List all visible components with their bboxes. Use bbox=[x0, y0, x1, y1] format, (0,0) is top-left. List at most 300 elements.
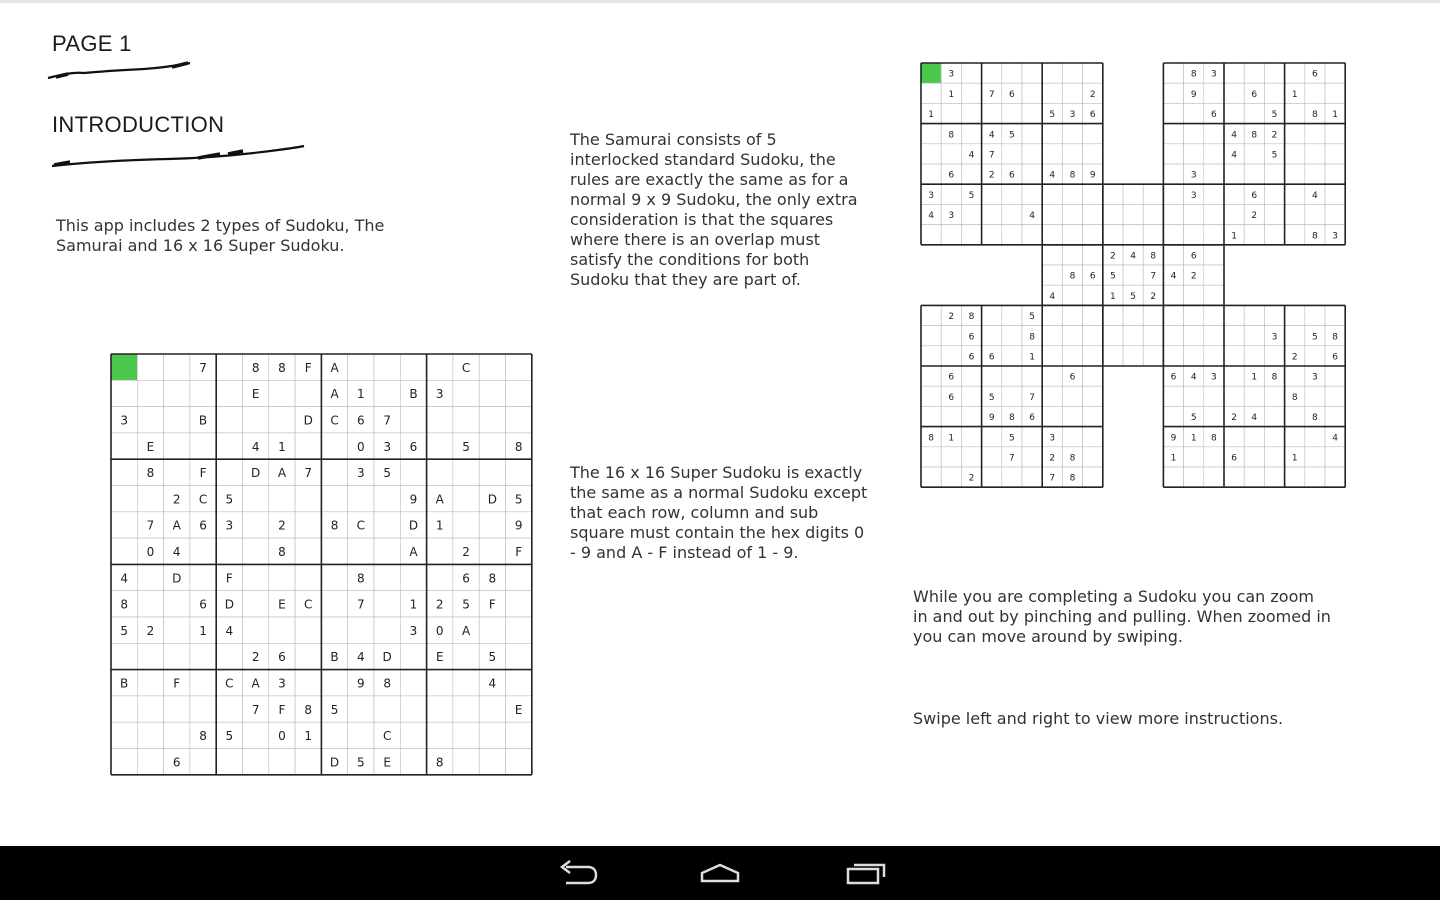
super-sudoku-cell[interactable] bbox=[506, 564, 532, 590]
super-sudoku-cell[interactable] bbox=[164, 696, 190, 722]
super-sudoku-cell[interactable] bbox=[164, 643, 190, 669]
super-sudoku-cell[interactable] bbox=[453, 407, 479, 433]
super-sudoku-cell[interactable] bbox=[164, 617, 190, 643]
samurai-bottom-left-cell[interactable] bbox=[1042, 366, 1062, 386]
super-sudoku-cell[interactable] bbox=[321, 722, 347, 748]
super-sudoku-cell[interactable] bbox=[348, 486, 374, 512]
super-sudoku-cell[interactable] bbox=[216, 459, 242, 485]
samurai-top-left-cell[interactable] bbox=[1083, 184, 1103, 204]
samurai-bottom-right-cell[interactable] bbox=[1285, 366, 1305, 386]
samurai-top-left-cell[interactable] bbox=[961, 164, 981, 184]
samurai-center-cell[interactable] bbox=[1123, 346, 1143, 366]
samurai-top-right-cell[interactable] bbox=[1184, 144, 1204, 164]
samurai-bottom-right-cell[interactable] bbox=[1325, 406, 1345, 426]
samurai-bottom-left-cell[interactable] bbox=[1083, 467, 1103, 487]
samurai-top-left-cell[interactable] bbox=[1042, 225, 1062, 245]
super-sudoku-cell[interactable] bbox=[400, 722, 426, 748]
super-sudoku-cell[interactable] bbox=[216, 380, 242, 406]
samurai-bottom-right-cell[interactable] bbox=[1325, 305, 1345, 325]
samurai-center-cell[interactable] bbox=[1184, 285, 1204, 305]
super-sudoku-cell[interactable] bbox=[479, 696, 505, 722]
samurai-bottom-right-cell[interactable] bbox=[1184, 447, 1204, 467]
super-sudoku-cell[interactable] bbox=[111, 512, 137, 538]
samurai-top-right-cell[interactable] bbox=[1325, 184, 1345, 204]
super-sudoku-cell[interactable] bbox=[374, 617, 400, 643]
samurai-center-cell[interactable] bbox=[1163, 285, 1183, 305]
samurai-bottom-right-cell[interactable] bbox=[1244, 467, 1264, 487]
super-sudoku-cell[interactable] bbox=[269, 749, 295, 775]
super-sudoku-cell[interactable] bbox=[216, 354, 242, 380]
samurai-center-cell[interactable] bbox=[1083, 285, 1103, 305]
samurai-bottom-right-cell[interactable] bbox=[1264, 346, 1284, 366]
samurai-bottom-left-cell[interactable] bbox=[1002, 386, 1022, 406]
samurai-top-right-cell[interactable] bbox=[1264, 164, 1284, 184]
samurai-bottom-left-cell[interactable] bbox=[1002, 467, 1022, 487]
samurai-bottom-right-cell[interactable] bbox=[1244, 326, 1264, 346]
super-sudoku-cell[interactable] bbox=[506, 749, 532, 775]
samurai-bottom-right-cell[interactable] bbox=[1305, 447, 1325, 467]
super-sudoku-cell[interactable] bbox=[453, 459, 479, 485]
samurai-top-left-cell[interactable] bbox=[921, 164, 941, 184]
super-sudoku-cell[interactable] bbox=[506, 407, 532, 433]
super-sudoku-cell[interactable] bbox=[506, 380, 532, 406]
samurai-bottom-right-cell[interactable] bbox=[1325, 447, 1345, 467]
samurai-bottom-right-cell[interactable] bbox=[1224, 427, 1244, 447]
super-sudoku-cell[interactable] bbox=[453, 643, 479, 669]
samurai-bottom-left-cell[interactable] bbox=[921, 326, 941, 346]
super-sudoku-cell[interactable] bbox=[479, 722, 505, 748]
super-sudoku-cell[interactable] bbox=[453, 670, 479, 696]
samurai-bottom-left-cell[interactable] bbox=[961, 406, 981, 426]
samurai-top-right-cell[interactable] bbox=[1163, 164, 1183, 184]
samurai-bottom-left-cell[interactable] bbox=[1042, 346, 1062, 366]
super-sudoku-cell[interactable] bbox=[400, 407, 426, 433]
super-sudoku-cell[interactable] bbox=[321, 538, 347, 564]
samurai-bottom-right-cell[interactable] bbox=[1163, 467, 1183, 487]
samurai-top-left-cell[interactable] bbox=[921, 63, 941, 83]
super-sudoku-cell[interactable] bbox=[243, 564, 269, 590]
super-sudoku-cell[interactable] bbox=[164, 459, 190, 485]
samurai-bottom-right-cell[interactable] bbox=[1163, 326, 1183, 346]
samurai-bottom-left-cell[interactable] bbox=[1022, 366, 1042, 386]
super-sudoku-cell[interactable] bbox=[427, 407, 453, 433]
super-sudoku-cell[interactable] bbox=[453, 749, 479, 775]
samurai-top-right-cell[interactable] bbox=[1163, 83, 1183, 103]
super-sudoku-cell[interactable] bbox=[111, 643, 137, 669]
samurai-top-right-cell[interactable] bbox=[1163, 124, 1183, 144]
samurai-bottom-left-cell[interactable] bbox=[1062, 305, 1082, 325]
super-sudoku-cell[interactable] bbox=[374, 591, 400, 617]
samurai-bottom-right-cell[interactable] bbox=[1184, 467, 1204, 487]
samurai-bottom-right-cell[interactable] bbox=[1285, 467, 1305, 487]
samurai-center-cell[interactable] bbox=[1103, 346, 1123, 366]
super-sudoku-cell[interactable] bbox=[111, 354, 137, 380]
samurai-bottom-right-cell[interactable] bbox=[1224, 467, 1244, 487]
samurai-bottom-left-cell[interactable] bbox=[961, 447, 981, 467]
samurai-bottom-left-cell[interactable] bbox=[1002, 326, 1022, 346]
samurai-bottom-left-cell[interactable] bbox=[941, 447, 961, 467]
samurai-bottom-left-cell[interactable] bbox=[1083, 406, 1103, 426]
super-sudoku-cell[interactable] bbox=[374, 486, 400, 512]
super-sudoku-cell[interactable] bbox=[243, 617, 269, 643]
samurai-center-cell[interactable] bbox=[1143, 184, 1163, 204]
samurai-top-right-cell[interactable] bbox=[1163, 144, 1183, 164]
samurai-top-left-cell[interactable] bbox=[941, 184, 961, 204]
samurai-bottom-left-cell[interactable] bbox=[982, 305, 1002, 325]
samurai-bottom-left-cell[interactable] bbox=[1083, 305, 1103, 325]
samurai-top-left-cell[interactable] bbox=[1002, 204, 1022, 224]
super-sudoku-cell[interactable] bbox=[295, 486, 321, 512]
samurai-top-left-cell[interactable] bbox=[921, 144, 941, 164]
samurai-bottom-right-cell[interactable] bbox=[1204, 326, 1224, 346]
super-sudoku-cell[interactable] bbox=[453, 722, 479, 748]
samurai-top-left-cell[interactable] bbox=[1022, 184, 1042, 204]
samurai-top-right-cell[interactable] bbox=[1325, 63, 1345, 83]
super-sudoku-cell[interactable] bbox=[374, 354, 400, 380]
samurai-top-left-cell[interactable] bbox=[921, 124, 941, 144]
samurai-top-left-cell[interactable] bbox=[1062, 184, 1082, 204]
samurai-top-right-cell[interactable] bbox=[1184, 124, 1204, 144]
samurai-top-left-cell[interactable] bbox=[1022, 144, 1042, 164]
super-sudoku-cell[interactable] bbox=[374, 512, 400, 538]
super-sudoku-cell[interactable] bbox=[453, 486, 479, 512]
super-sudoku-cell[interactable] bbox=[321, 459, 347, 485]
super-sudoku-cell[interactable] bbox=[111, 433, 137, 459]
samurai-bottom-left-cell[interactable] bbox=[1083, 447, 1103, 467]
samurai-bottom-right-cell[interactable] bbox=[1244, 427, 1264, 447]
samurai-top-left-cell[interactable] bbox=[961, 83, 981, 103]
samurai-top-left-cell[interactable] bbox=[1042, 63, 1062, 83]
samurai-bottom-left-cell[interactable] bbox=[921, 467, 941, 487]
super-sudoku-cell[interactable] bbox=[111, 486, 137, 512]
samurai-bottom-left-cell[interactable] bbox=[941, 467, 961, 487]
samurai-bottom-left-cell[interactable] bbox=[1083, 346, 1103, 366]
samurai-top-left-cell[interactable] bbox=[1062, 124, 1082, 144]
samurai-center-cell[interactable] bbox=[1042, 245, 1062, 265]
super-sudoku-cell[interactable] bbox=[216, 696, 242, 722]
samurai-top-left-cell[interactable] bbox=[1083, 124, 1103, 144]
samurai-bottom-right-cell[interactable] bbox=[1184, 346, 1204, 366]
samurai-center-cell[interactable] bbox=[1042, 265, 1062, 285]
samurai-top-right-cell[interactable] bbox=[1204, 225, 1224, 245]
samurai-bottom-left-cell[interactable] bbox=[982, 326, 1002, 346]
samurai-top-left-cell[interactable] bbox=[961, 204, 981, 224]
samurai-top-right-cell[interactable] bbox=[1325, 144, 1345, 164]
samurai-top-right-cell[interactable] bbox=[1264, 184, 1284, 204]
samurai-top-left-cell[interactable] bbox=[1062, 225, 1082, 245]
super-sudoku-cell[interactable] bbox=[190, 696, 216, 722]
super-sudoku-cell[interactable] bbox=[453, 512, 479, 538]
samurai-center-cell[interactable] bbox=[1062, 245, 1082, 265]
super-sudoku-cell[interactable] bbox=[479, 433, 505, 459]
super-sudoku-cell[interactable] bbox=[164, 433, 190, 459]
samurai-top-left-cell[interactable] bbox=[982, 225, 1002, 245]
super-sudoku-cell[interactable] bbox=[506, 643, 532, 669]
samurai-bottom-right-cell[interactable] bbox=[1244, 346, 1264, 366]
super-sudoku-cell[interactable] bbox=[400, 564, 426, 590]
samurai-top-left-cell[interactable] bbox=[982, 184, 1002, 204]
super-sudoku-cell[interactable] bbox=[269, 380, 295, 406]
samurai-bottom-left-cell[interactable] bbox=[1083, 386, 1103, 406]
super-sudoku-cell[interactable] bbox=[190, 749, 216, 775]
super-sudoku-cell[interactable] bbox=[164, 591, 190, 617]
samurai-top-left-cell[interactable] bbox=[1002, 63, 1022, 83]
samurai-bottom-right-cell[interactable] bbox=[1204, 346, 1224, 366]
samurai-top-left-cell[interactable] bbox=[921, 225, 941, 245]
samurai-top-right-cell[interactable] bbox=[1244, 63, 1264, 83]
super-sudoku-cell[interactable] bbox=[295, 380, 321, 406]
super-sudoku-cell[interactable] bbox=[321, 670, 347, 696]
samurai-top-left-cell[interactable] bbox=[1002, 103, 1022, 123]
super-sudoku-cell[interactable] bbox=[506, 459, 532, 485]
samurai-bottom-right-cell[interactable] bbox=[1184, 386, 1204, 406]
samurai-top-left-cell[interactable] bbox=[982, 204, 1002, 224]
samurai-bottom-left-cell[interactable] bbox=[921, 366, 941, 386]
super-sudoku-cell[interactable] bbox=[479, 538, 505, 564]
samurai-bottom-right-cell[interactable] bbox=[1285, 406, 1305, 426]
super-sudoku-cell[interactable] bbox=[164, 407, 190, 433]
samurai-top-right-cell[interactable] bbox=[1163, 184, 1183, 204]
super-sudoku-cell[interactable] bbox=[111, 538, 137, 564]
super-sudoku-cell[interactable] bbox=[479, 749, 505, 775]
samurai-bottom-left-cell[interactable] bbox=[921, 447, 941, 467]
super-sudoku-cell[interactable] bbox=[190, 380, 216, 406]
samurai-bottom-right-cell[interactable] bbox=[1163, 386, 1183, 406]
samurai-bottom-right-cell[interactable] bbox=[1305, 467, 1325, 487]
super-sudoku-cell[interactable] bbox=[190, 538, 216, 564]
samurai-top-right-cell[interactable] bbox=[1285, 124, 1305, 144]
samurai-bottom-left-cell[interactable] bbox=[1042, 326, 1062, 346]
samurai-top-left-cell[interactable] bbox=[1042, 204, 1062, 224]
samurai-bottom-left-cell[interactable] bbox=[1002, 346, 1022, 366]
samurai-top-left-cell[interactable] bbox=[1022, 83, 1042, 103]
samurai-bottom-right-cell[interactable] bbox=[1305, 427, 1325, 447]
samurai-top-right-cell[interactable] bbox=[1264, 83, 1284, 103]
super-sudoku-cell[interactable] bbox=[295, 433, 321, 459]
samurai-top-right-cell[interactable] bbox=[1163, 225, 1183, 245]
samurai-center-cell[interactable] bbox=[1083, 245, 1103, 265]
samurai-top-left-cell[interactable] bbox=[1022, 124, 1042, 144]
samurai-bottom-left-cell[interactable] bbox=[1022, 467, 1042, 487]
super-sudoku-cell[interactable] bbox=[321, 433, 347, 459]
super-sudoku-cell[interactable] bbox=[164, 380, 190, 406]
samurai-top-right-cell[interactable] bbox=[1325, 164, 1345, 184]
samurai-bottom-right-cell[interactable] bbox=[1264, 406, 1284, 426]
samurai-bottom-left-cell[interactable] bbox=[921, 386, 941, 406]
samurai-top-right-cell[interactable] bbox=[1264, 204, 1284, 224]
samurai-center-cell[interactable] bbox=[1123, 265, 1143, 285]
super-sudoku-cell[interactable] bbox=[243, 722, 269, 748]
samurai-bottom-left-cell[interactable] bbox=[1083, 326, 1103, 346]
samurai-bottom-right-cell[interactable] bbox=[1204, 406, 1224, 426]
samurai-bottom-right-cell[interactable] bbox=[1264, 305, 1284, 325]
samurai-top-right-cell[interactable] bbox=[1204, 124, 1224, 144]
samurai-center-cell[interactable] bbox=[1204, 245, 1224, 265]
samurai-top-left-cell[interactable] bbox=[1002, 225, 1022, 245]
samurai-bottom-right-cell[interactable] bbox=[1244, 386, 1264, 406]
samurai-center-cell[interactable] bbox=[1143, 326, 1163, 346]
samurai-bottom-right-cell[interactable] bbox=[1224, 386, 1244, 406]
samurai-top-right-cell[interactable] bbox=[1244, 225, 1264, 245]
super-sudoku-cell[interactable] bbox=[137, 591, 163, 617]
super-sudoku-cell[interactable] bbox=[269, 407, 295, 433]
samurai-top-right-cell[interactable] bbox=[1264, 225, 1284, 245]
samurai-top-left-cell[interactable] bbox=[961, 225, 981, 245]
samurai-center-cell[interactable] bbox=[1163, 245, 1183, 265]
super-sudoku-cell[interactable] bbox=[137, 486, 163, 512]
super-sudoku-cell[interactable] bbox=[479, 380, 505, 406]
samurai-center-cell[interactable] bbox=[1103, 225, 1123, 245]
samurai-center-cell[interactable] bbox=[1123, 204, 1143, 224]
super-sudoku-cell[interactable] bbox=[164, 354, 190, 380]
samurai-top-left-cell[interactable] bbox=[961, 103, 981, 123]
samurai-top-right-cell[interactable] bbox=[1305, 144, 1325, 164]
super-sudoku-cell[interactable] bbox=[269, 486, 295, 512]
samurai-center-cell[interactable] bbox=[1143, 225, 1163, 245]
super-sudoku-cell[interactable] bbox=[374, 538, 400, 564]
samurai-bottom-right-cell[interactable] bbox=[1163, 406, 1183, 426]
samurai-top-left-cell[interactable] bbox=[941, 144, 961, 164]
super-sudoku-cell[interactable] bbox=[111, 459, 137, 485]
samurai-center-cell[interactable] bbox=[1143, 204, 1163, 224]
samurai-top-right-cell[interactable] bbox=[1285, 103, 1305, 123]
samurai-bottom-left-cell[interactable] bbox=[1002, 305, 1022, 325]
super-sudoku-cell[interactable] bbox=[348, 722, 374, 748]
super-sudoku-cell[interactable] bbox=[243, 512, 269, 538]
samurai-top-right-cell[interactable] bbox=[1224, 164, 1244, 184]
super-sudoku-cell[interactable] bbox=[427, 433, 453, 459]
samurai-bottom-right-cell[interactable] bbox=[1325, 467, 1345, 487]
super-sudoku-cell[interactable] bbox=[243, 407, 269, 433]
samurai-top-right-cell[interactable] bbox=[1285, 164, 1305, 184]
samurai-top-right-cell[interactable] bbox=[1305, 124, 1325, 144]
samurai-top-left-cell[interactable] bbox=[1062, 83, 1082, 103]
super-sudoku-cell[interactable] bbox=[137, 564, 163, 590]
samurai-top-right-cell[interactable] bbox=[1184, 204, 1204, 224]
super-sudoku-cell[interactable] bbox=[295, 670, 321, 696]
home-button[interactable] bbox=[690, 856, 750, 890]
samurai-top-right-cell[interactable] bbox=[1285, 204, 1305, 224]
samurai-center-cell[interactable] bbox=[1103, 204, 1123, 224]
super-sudoku-cell[interactable] bbox=[111, 749, 137, 775]
super-sudoku-cell[interactable] bbox=[137, 407, 163, 433]
samurai-top-right-cell[interactable] bbox=[1264, 63, 1284, 83]
samurai-bottom-left-cell[interactable] bbox=[1083, 366, 1103, 386]
super-sudoku-cell[interactable] bbox=[295, 617, 321, 643]
super-sudoku-cell[interactable] bbox=[427, 564, 453, 590]
samurai-top-left-cell[interactable] bbox=[1042, 184, 1062, 204]
samurai-top-right-cell[interactable] bbox=[1163, 63, 1183, 83]
samurai-bottom-right-cell[interactable] bbox=[1184, 326, 1204, 346]
samurai-bottom-right-cell[interactable] bbox=[1305, 386, 1325, 406]
super-sudoku-cell[interactable] bbox=[400, 459, 426, 485]
samurai-bottom-left-cell[interactable] bbox=[1042, 386, 1062, 406]
samurai-top-right-cell[interactable] bbox=[1285, 184, 1305, 204]
samurai-top-left-cell[interactable] bbox=[1083, 144, 1103, 164]
samurai-center-cell[interactable] bbox=[1103, 184, 1123, 204]
samurai-bottom-right-cell[interactable] bbox=[1305, 346, 1325, 366]
samurai-bottom-left-cell[interactable] bbox=[1022, 447, 1042, 467]
samurai-top-right-cell[interactable] bbox=[1244, 103, 1264, 123]
samurai-bottom-right-cell[interactable] bbox=[1285, 427, 1305, 447]
samurai-top-left-cell[interactable] bbox=[941, 103, 961, 123]
samurai-top-right-cell[interactable] bbox=[1305, 204, 1325, 224]
samurai-center-cell[interactable] bbox=[1123, 305, 1143, 325]
samurai-center-cell[interactable] bbox=[1103, 326, 1123, 346]
samurai-bottom-right-cell[interactable] bbox=[1325, 386, 1345, 406]
samurai-top-left-cell[interactable] bbox=[961, 63, 981, 83]
samurai-center-cell[interactable] bbox=[1103, 305, 1123, 325]
samurai-bottom-left-cell[interactable] bbox=[982, 467, 1002, 487]
samurai-top-left-cell[interactable] bbox=[1022, 63, 1042, 83]
super-sudoku-cell[interactable] bbox=[190, 433, 216, 459]
samurai-bottom-right-cell[interactable] bbox=[1305, 305, 1325, 325]
samurai-top-right-cell[interactable] bbox=[1204, 184, 1224, 204]
samurai-bottom-right-cell[interactable] bbox=[1325, 366, 1345, 386]
samurai-top-left-cell[interactable] bbox=[1002, 144, 1022, 164]
samurai-center-cell[interactable] bbox=[1062, 285, 1082, 305]
super-sudoku-cell[interactable] bbox=[479, 617, 505, 643]
super-sudoku-cell[interactable] bbox=[243, 538, 269, 564]
samurai-bottom-right-cell[interactable] bbox=[1204, 386, 1224, 406]
samurai-bottom-right-cell[interactable] bbox=[1204, 305, 1224, 325]
super-sudoku-cell[interactable] bbox=[216, 643, 242, 669]
super-sudoku-cell[interactable] bbox=[427, 538, 453, 564]
super-sudoku-cell[interactable] bbox=[269, 617, 295, 643]
super-sudoku-cell[interactable] bbox=[295, 538, 321, 564]
super-sudoku-cell[interactable] bbox=[427, 354, 453, 380]
samurai-sudoku-board[interactable] bbox=[920, 62, 1346, 488]
samurai-top-right-cell[interactable] bbox=[1204, 164, 1224, 184]
super-sudoku-cell[interactable] bbox=[295, 749, 321, 775]
super-sudoku-cell[interactable] bbox=[348, 696, 374, 722]
super-sudoku-cell[interactable] bbox=[216, 749, 242, 775]
super-sudoku-cell[interactable] bbox=[427, 670, 453, 696]
samurai-top-right-cell[interactable] bbox=[1224, 204, 1244, 224]
samurai-bottom-right-cell[interactable] bbox=[1224, 366, 1244, 386]
samurai-bottom-right-cell[interactable] bbox=[1184, 305, 1204, 325]
samurai-top-right-cell[interactable] bbox=[1163, 103, 1183, 123]
super-sudoku-cell[interactable] bbox=[137, 670, 163, 696]
super-sudoku-cell[interactable] bbox=[321, 617, 347, 643]
super-sudoku-cell[interactable] bbox=[321, 486, 347, 512]
samurai-top-right-cell[interactable] bbox=[1224, 184, 1244, 204]
samurai-center-cell[interactable] bbox=[1123, 225, 1143, 245]
super-sudoku-cell[interactable] bbox=[453, 380, 479, 406]
super-sudoku-cell[interactable] bbox=[164, 722, 190, 748]
samurai-top-left-cell[interactable] bbox=[1062, 204, 1082, 224]
samurai-bottom-left-cell[interactable] bbox=[982, 427, 1002, 447]
samurai-bottom-right-cell[interactable] bbox=[1224, 346, 1244, 366]
samurai-top-left-cell[interactable] bbox=[982, 103, 1002, 123]
samurai-top-right-cell[interactable] bbox=[1305, 164, 1325, 184]
samurai-bottom-right-cell[interactable] bbox=[1244, 447, 1264, 467]
samurai-bottom-right-cell[interactable] bbox=[1163, 346, 1183, 366]
samurai-top-left-cell[interactable] bbox=[1022, 225, 1042, 245]
super-sudoku-cell[interactable] bbox=[348, 617, 374, 643]
super-sudoku-cell[interactable] bbox=[400, 749, 426, 775]
super-sudoku-cell[interactable] bbox=[427, 696, 453, 722]
super-sudoku-cell[interactable] bbox=[269, 564, 295, 590]
super-sudoku-cell[interactable] bbox=[111, 380, 137, 406]
super-sudoku-cell[interactable] bbox=[137, 354, 163, 380]
super-sudoku-cell[interactable] bbox=[348, 354, 374, 380]
super-sudoku-cell[interactable] bbox=[479, 459, 505, 485]
samurai-top-right-cell[interactable] bbox=[1224, 63, 1244, 83]
super-sudoku-cell[interactable] bbox=[137, 643, 163, 669]
samurai-top-right-cell[interactable] bbox=[1224, 83, 1244, 103]
back-button[interactable] bbox=[546, 856, 606, 890]
